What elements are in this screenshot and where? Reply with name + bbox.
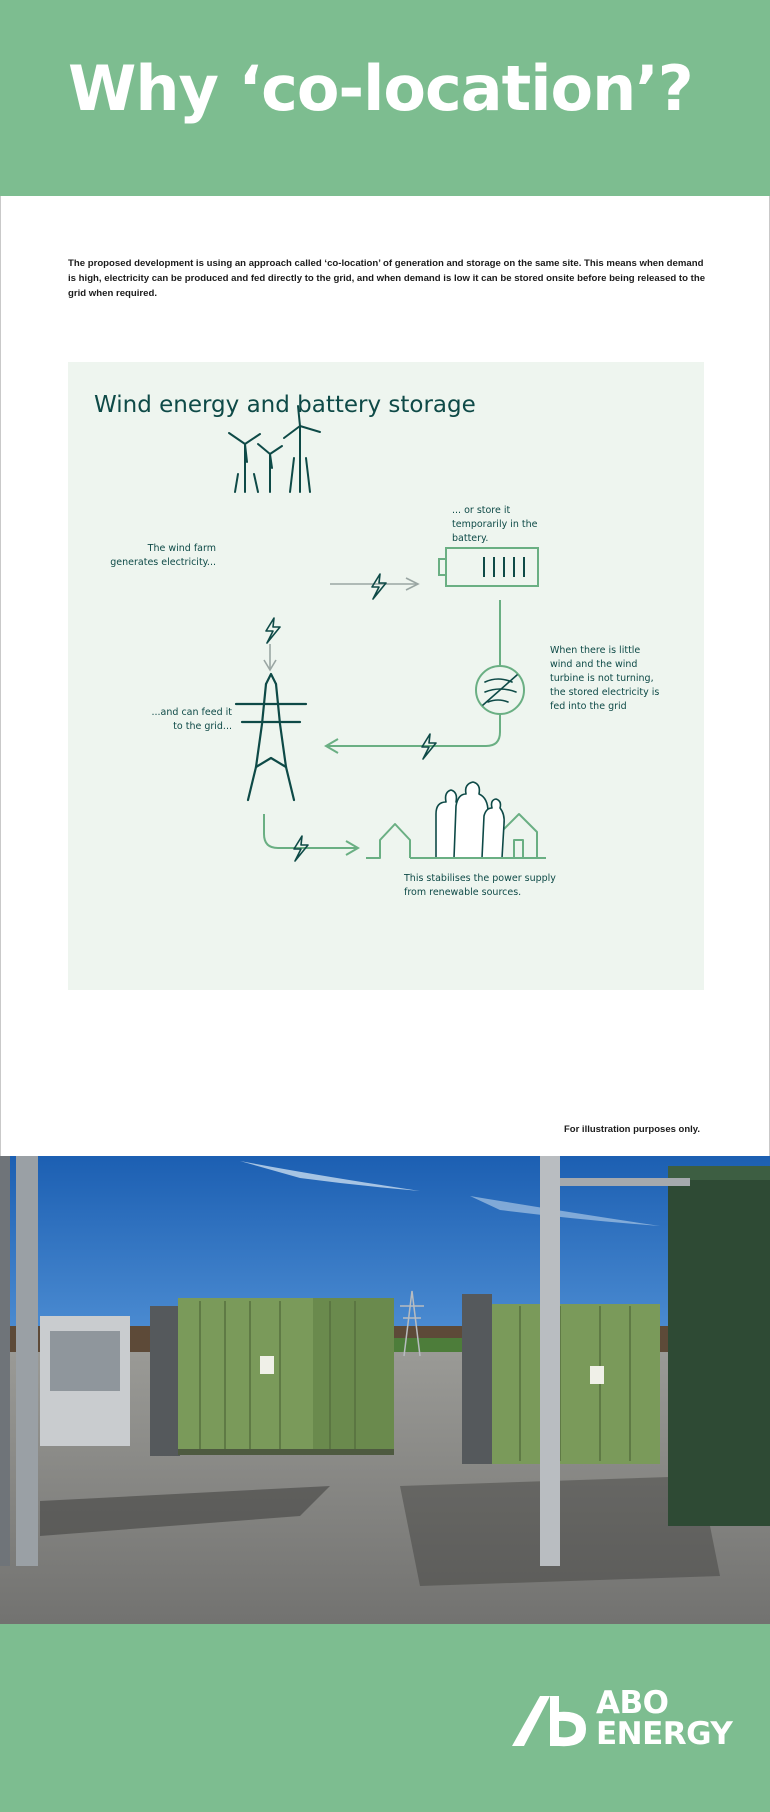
page-title: Why ‘co-location’? xyxy=(68,52,693,125)
lightning-icon-4 xyxy=(294,836,308,861)
diagram-panel xyxy=(68,362,704,990)
no-wind-icon xyxy=(483,675,517,705)
label-feed-grid: ...and can feed it to the grid... xyxy=(151,707,232,732)
houses-people-icon xyxy=(366,782,546,858)
logo-line-abo: ABO xyxy=(596,1685,669,1721)
lightning-icon-1 xyxy=(372,574,386,599)
illustration-note: For illustration purposes only. xyxy=(563,1124,700,1135)
lightning-icon-3 xyxy=(266,618,280,643)
battery-icon xyxy=(439,548,538,586)
label-stabilises: This stabilises the power supply from renewable sources. xyxy=(404,873,556,898)
diagram-title: Wind energy and battery storage xyxy=(94,392,476,418)
lightning-icon-2 xyxy=(422,734,436,759)
label-little-wind: When there is little wind and the wind turbine is not turning, the stored electricity is fed into the grid xyxy=(550,645,660,712)
battery-site-illustration xyxy=(0,1156,770,1624)
label-battery: ... or store it temporarily in the battery. xyxy=(452,505,538,544)
abo-energy-logo xyxy=(596,1685,733,1752)
wind-turbines-icon xyxy=(229,406,320,492)
arrow-to-pylon xyxy=(264,644,276,670)
abo-logo-mark-icon xyxy=(510,1694,590,1748)
battery-site-photo xyxy=(0,1156,770,1624)
footer-band xyxy=(0,1624,770,1812)
intro-paragraph: The proposed development is using an approach called ‘co-location’ of generation and storage on the same site. This means when demand is high, electricity can be produced and fed directly to the grid, and when demand is low it can be stored onsite before being released to the grid when required. xyxy=(68,258,706,299)
arrow-to-houses xyxy=(264,814,358,855)
logo-line-energy: ENERGY xyxy=(596,1716,733,1752)
battery-to-grid-line xyxy=(326,600,524,753)
label-wind-farm: The wind farm generates electricity... xyxy=(110,543,216,568)
pylon-icon xyxy=(236,674,306,800)
header-band xyxy=(0,0,770,196)
